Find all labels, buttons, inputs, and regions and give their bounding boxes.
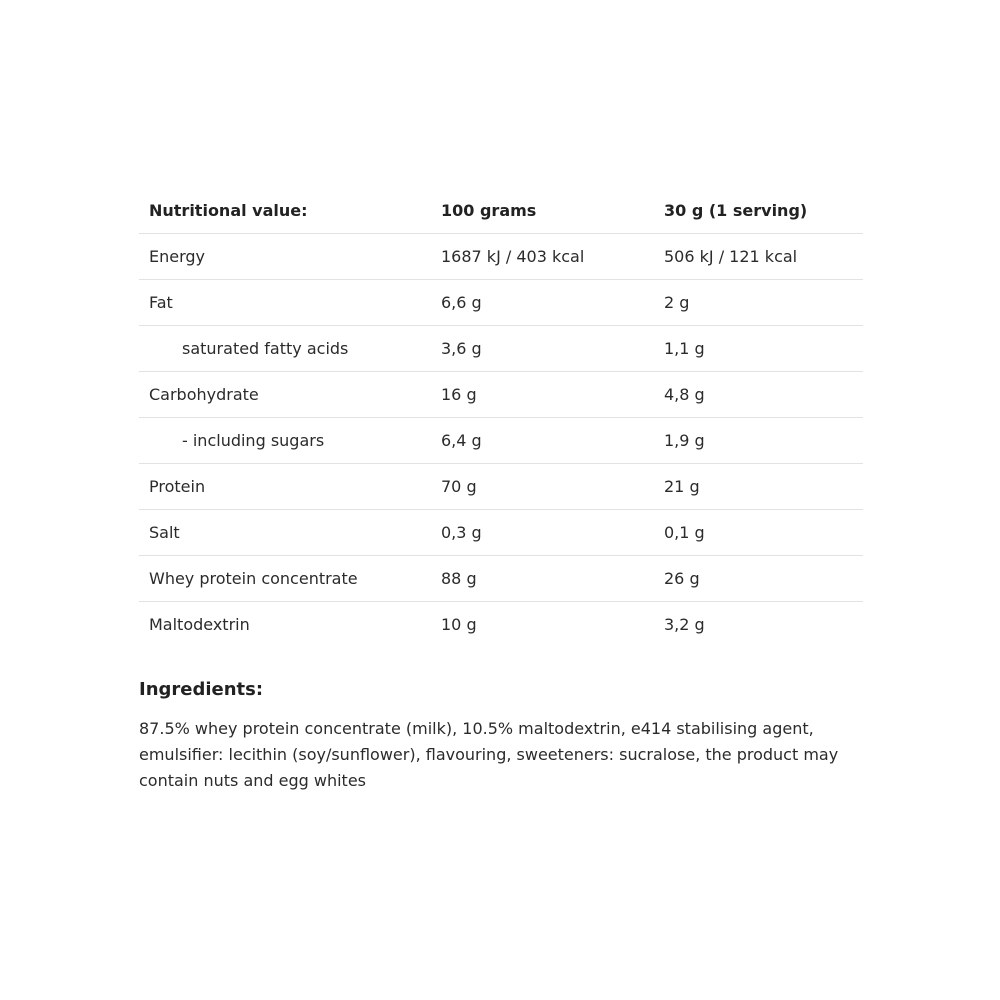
header-100-grams: 100 grams xyxy=(431,188,654,234)
row-name: Protein xyxy=(139,464,431,510)
row-name: Carbohydrate xyxy=(139,372,431,418)
ingredients-text: 87.5% whey protein concentrate (milk), 10.5% maltodextrin, e414 stabilising agent, emulsifier: lecithin (soy/sunflower), flavouring, sweeteners: sucralose, the product may contain nuts and egg whites xyxy=(139,719,839,790)
table-row xyxy=(139,326,863,372)
row-name: Energy xyxy=(139,234,431,280)
nutrition-table xyxy=(139,188,863,647)
row-value-serving: 1,1 g xyxy=(654,326,863,372)
row-name: - including sugars xyxy=(139,418,431,464)
row-name: saturated fatty acids xyxy=(139,326,431,372)
row-value-serving: 2 g xyxy=(654,280,863,326)
row-value-serving: 4,8 g xyxy=(654,372,863,418)
row-value-100g: 70 g xyxy=(431,464,654,510)
row-value-serving: 1,9 g xyxy=(654,418,863,464)
table-row xyxy=(139,464,863,510)
row-value-100g: 0,3 g xyxy=(431,510,654,556)
row-name: Fat xyxy=(139,280,431,326)
table-row xyxy=(139,602,863,648)
row-value-serving: 3,2 g xyxy=(664,614,705,634)
row-value-100g: 1687 kJ / 403 kcal xyxy=(431,234,654,280)
nutrition-section xyxy=(139,188,863,794)
table-header-row xyxy=(139,188,863,234)
row-value-100g: 10 g xyxy=(441,614,477,634)
table-row xyxy=(139,510,863,556)
table-row xyxy=(139,280,863,326)
ingredients-title: Ingredients: xyxy=(139,679,264,700)
table-row xyxy=(139,418,863,464)
nutrition-table-body xyxy=(139,234,863,648)
row-value-100g: 6,6 g xyxy=(431,280,654,326)
row-name: Maltodextrin xyxy=(149,614,250,634)
table-row xyxy=(139,372,863,418)
row-value-serving: 0,1 g xyxy=(654,510,863,556)
row-value-serving: 506 kJ / 121 kcal xyxy=(654,234,863,280)
row-value-100g: 6,4 g xyxy=(431,418,654,464)
row-value-serving: 21 g xyxy=(654,464,863,510)
row-name: Salt xyxy=(139,510,431,556)
table-row xyxy=(139,556,863,602)
row-value-serving: 26 g xyxy=(654,556,863,602)
header-serving: 30 g (1 serving) xyxy=(654,188,863,234)
row-value-100g: 16 g xyxy=(431,372,654,418)
header-nutritional-value: Nutritional value: xyxy=(139,188,431,234)
row-value-100g: 3,6 g xyxy=(431,326,654,372)
row-name: Whey protein concentrate xyxy=(139,556,431,602)
table-row xyxy=(139,234,863,280)
row-value-100g: 88 g xyxy=(431,556,654,602)
